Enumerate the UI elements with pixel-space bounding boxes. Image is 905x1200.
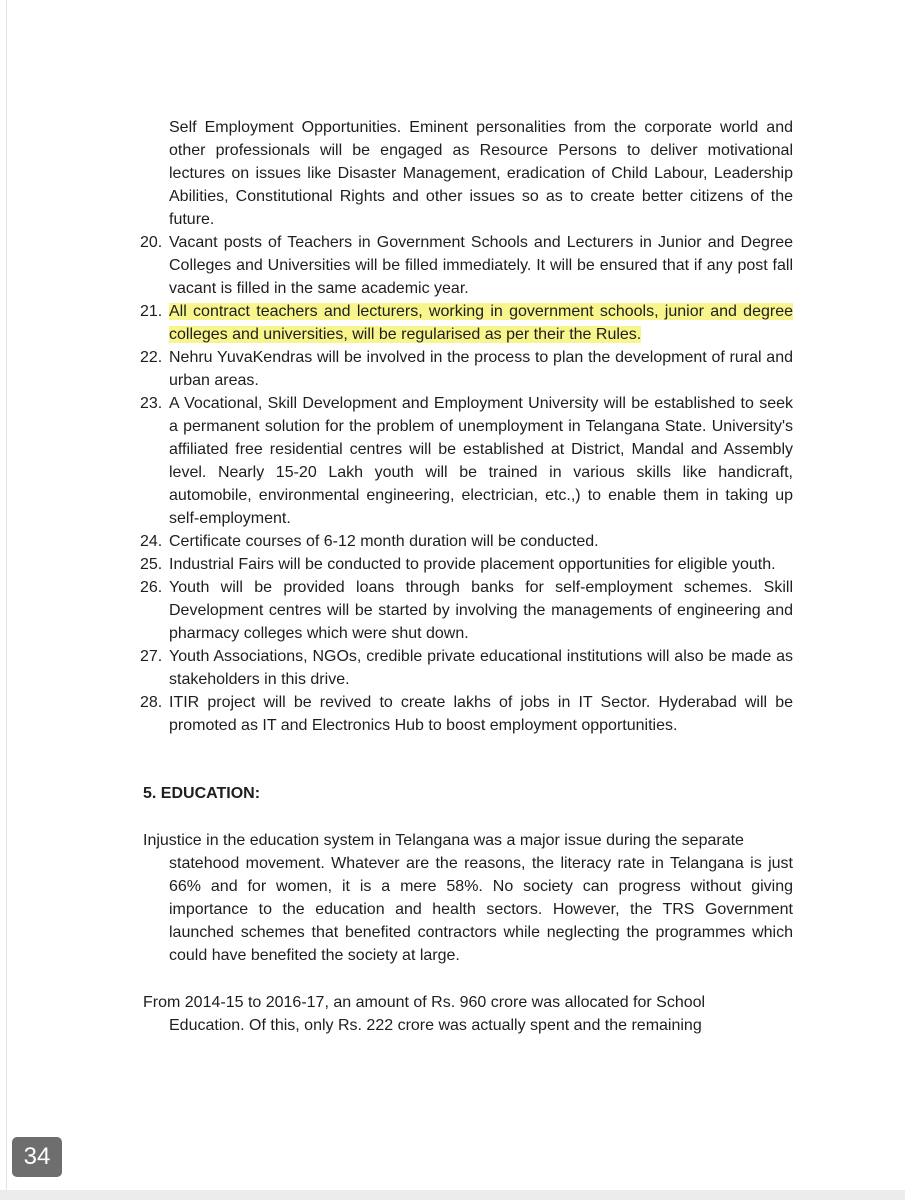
paragraph-body: Education. Of this, only Rs. 222 crore was actually spent and the remaining [169,1017,702,1034]
highlighted-text[interactable]: All contract teachers and lecturers, working in government schools, junior and degree colleges and universities, will be regularised as per their the Rules. [169,303,793,343]
list-item-continuation: Self Employment Opportunities. Eminent personalities from the corporate world and other professionals will be engaged as Resource Persons to deliver motivational lectures on issues like Disaster Management, eradication of Child Labour, Leadership Abilities, Constitutional Rights and other issues so as to create better citizens of the future. [169,119,793,228]
paragraph-body: statehood movement. Whatever are the reasons, the literacy rate in Telangana is just 66% and for women, it is a mere 58%. No society can progress without giving importance to the education and health sectors. However, the TRS Government launched schemes that benefited contractors while neglecting the programmes which could have benefited the society at large. [169,855,793,964]
list-item-text: Vacant posts of Teachers in Government Schools and Lecturers in Junior and Degree Colleges and Universities will be filled immediately. It will be ensured that if any post fall vacant is filled in the same academic year. [169,234,793,297]
list-item-23 [140,392,793,530]
list-item-number: 25. [140,556,163,573]
page-content [140,116,793,1037]
list-item-number: 23. [140,395,163,412]
list-item-number: 26. [140,579,163,596]
page-left-edge [6,0,7,1190]
list-item-26 [140,576,793,645]
list-item-number: 28. [140,694,163,711]
list-item-number: 20. [140,234,163,251]
list-item-text: A Vocational, Skill Development and Employment University will be established to seek a permanent solution for the problem of unemployment in Telangana State. University's affiliated free residential centres will be established at District, Mandal and Assembly level. Nearly 15-20 Lakh youth will be trained in various skills like handicraft, automobile, environmental engineering, electrician, etc.,) to enable them in taking up self-employment. [169,395,793,527]
section-heading: 5. EDUCATION: [143,785,261,802]
list-item-25 [140,553,793,576]
list-item-20 [140,231,793,300]
list-item-text: ITIR project will be revived to create lakhs of jobs in IT Sector. Hyderabad will be promoted as IT and Electronics Hub to boost employment opportunities. [169,694,793,734]
page-number-badge[interactable]: 34 [12,1137,62,1177]
list-item-text: Youth Associations, NGOs, credible private educational institutions will also be made as stakeholders in this drive. [169,648,793,688]
paragraph-first-line: From 2014-15 to 2016-17, an amount of Rs. 960 crore was allocated for School [143,994,706,1011]
list-item-number: 21. [140,303,163,320]
list-item-text: Industrial Fairs will be conducted to provide placement opportunities for eligible youth. [169,556,776,573]
list-item-28 [140,691,793,737]
viewer-bottom-strip [0,1190,905,1200]
paragraph-first-line: Injustice in the education system in Telangana was a major issue during the separate [143,832,744,849]
list-item-24 [140,530,793,553]
list-item-22 [140,346,793,392]
list-item-text: Youth will be provided loans through banks for self-employment schemes. Skill Development centres will be started by involving the managements of engineering and pharmacy colleges which were shut down. [169,579,793,642]
list-item-number: 22. [140,349,163,366]
list-item-21 [140,300,793,346]
education-paragraph-1 [143,829,793,967]
list-item-27 [140,645,793,691]
list-item-number: 27. [140,648,163,665]
list-item-text: Nehru YuvaKendras will be involved in the process to plan the development of rural and urban areas. [169,349,793,389]
list-item-text: Certificate courses of 6-12 month duration will be conducted. [169,533,599,550]
education-paragraph-2 [143,991,793,1037]
numbered-list [140,116,793,737]
list-item-number: 24. [140,533,163,550]
